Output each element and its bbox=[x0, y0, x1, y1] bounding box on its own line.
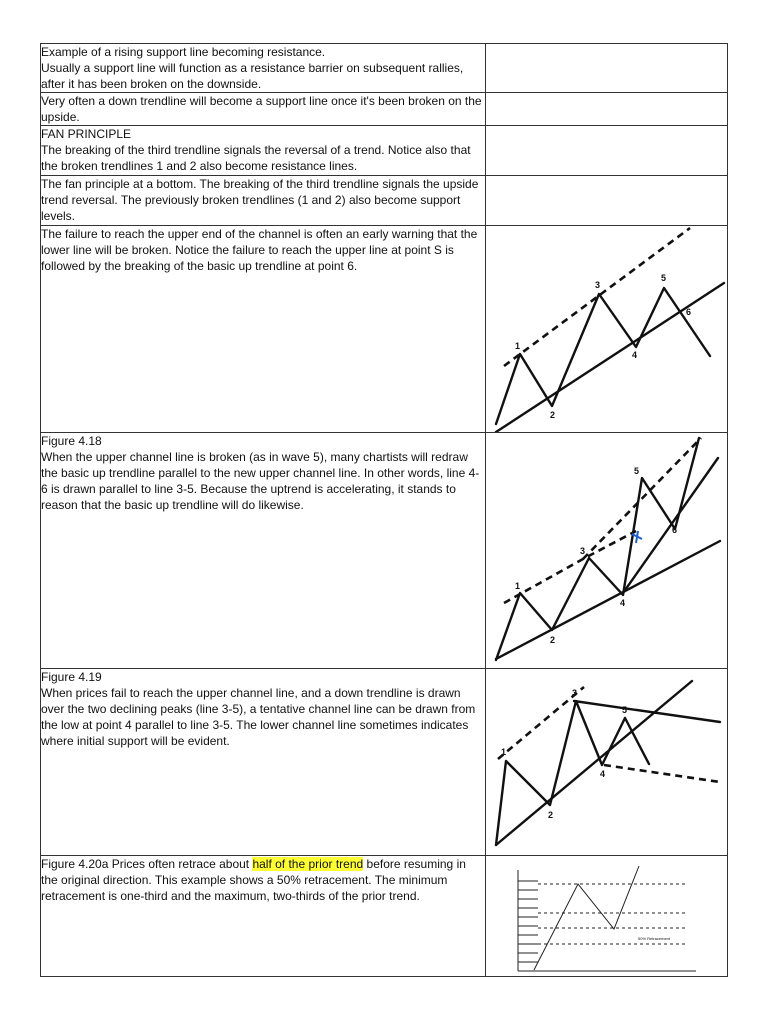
point-label-5: 5 bbox=[622, 705, 628, 715]
paragraph: The fan principle at a bottom. The breaking of the third trendline signals the upside trend reversal. The previously broken trendlines (1 and 2) also become support levels. bbox=[41, 177, 479, 223]
text-cell bbox=[41, 93, 486, 126]
point-label-4: 4 bbox=[632, 350, 638, 360]
text-cell bbox=[41, 226, 486, 433]
point-label-6: 6 bbox=[672, 525, 678, 535]
basic-up-trendline bbox=[496, 283, 724, 432]
marker-cross-icon bbox=[636, 531, 638, 543]
text-cell bbox=[41, 176, 486, 226]
channel-failure-diagram bbox=[486, 226, 727, 432]
figure-cell bbox=[486, 433, 728, 669]
paragraph: When the upper channel line is broken (as in wave 5), many chartists will redraw the basic up trendline parallel to the new upper channel line. In other words, line 4-6 is drawn parallel to line 3-5. Because the uptrend is accelerating, it stands to reason that the basic up trendline will do likewise. bbox=[41, 450, 480, 512]
point-label-3: 3 bbox=[580, 546, 586, 556]
table-row bbox=[41, 44, 728, 93]
table-row bbox=[41, 176, 728, 226]
point-label-5: 5 bbox=[634, 466, 640, 476]
figure-cell bbox=[486, 669, 728, 856]
point-label-3: 3 bbox=[595, 280, 601, 290]
paragraph: The breaking of the third trendline signals the reversal of a trend. Notice also that the broken trendlines 1 and 2 also become resistance lines. bbox=[41, 143, 471, 173]
table-row bbox=[41, 669, 728, 856]
point-label-5: 5 bbox=[661, 273, 667, 283]
basic-up-trendline bbox=[496, 541, 720, 659]
redrawn-trendline bbox=[623, 458, 718, 593]
text-cell bbox=[41, 44, 486, 93]
price-zigzag bbox=[496, 701, 649, 845]
text-cell bbox=[41, 856, 486, 977]
text-cell bbox=[41, 126, 486, 176]
point-label-6: 6 bbox=[686, 307, 692, 317]
paragraph: Example of a rising support line becoming resistance. bbox=[41, 45, 326, 59]
paragraph: When prices fail to reach the upper channel line, and a down trendline is drawn over the two declining peaks (line 3-5), a tentative channel line can be drawn from the low at point 4 parallel to line 3-5. The lower channel line sometimes indicates where initial support will be evident. bbox=[41, 686, 476, 748]
point-label-2: 2 bbox=[550, 410, 556, 420]
text-run: before resuming in the original direction. This example shows a 50% retracement. The minimum retracement is one-third and the maximum, two-thirds of the prior trend. bbox=[41, 857, 466, 903]
point-label-2: 2 bbox=[550, 635, 556, 645]
point-label-4: 4 bbox=[600, 769, 606, 779]
retracement-diagram bbox=[486, 856, 727, 976]
figure-cell bbox=[486, 126, 728, 176]
paragraph bbox=[41, 856, 485, 904]
table-row bbox=[41, 226, 728, 433]
upper-channel-line bbox=[504, 531, 636, 603]
figure-cell bbox=[486, 856, 728, 977]
figure-cell bbox=[486, 226, 728, 433]
figure-title: Figure 4.18 bbox=[41, 434, 102, 448]
table-row bbox=[41, 856, 728, 977]
basic-up-trendline bbox=[496, 681, 692, 845]
point-label-1: 1 bbox=[501, 747, 507, 757]
figure-cell bbox=[486, 176, 728, 226]
highlighted-text: half of the prior trend bbox=[252, 857, 364, 871]
document-page bbox=[40, 43, 726, 977]
point-label-4: 4 bbox=[620, 598, 626, 608]
text-run: Figure 4.20a Prices often retrace about bbox=[41, 857, 253, 871]
text-cell bbox=[41, 433, 486, 669]
price-zigzag bbox=[496, 288, 710, 424]
point-label-1: 1 bbox=[515, 341, 521, 351]
point-label-2: 2 bbox=[548, 810, 554, 820]
notes-table bbox=[40, 43, 728, 977]
paragraph: Very often a down trendline will become a support line once it's been broken on the upside. bbox=[41, 94, 482, 124]
section-heading: FAN PRINCIPLE bbox=[41, 127, 132, 141]
point-label-1: 1 bbox=[515, 581, 521, 591]
paragraph: Usually a support line will function as a resistance barrier on subsequent rallies, after it has been broken on the downside. bbox=[41, 61, 464, 91]
retracement-label: 50% Retracement bbox=[638, 936, 671, 941]
paragraph: The failure to reach the upper end of the channel is often an early warning that the lower line will be broken. Notice the failure to reach the upper line at point S is followed by the breaking of the basic up trendline at point 6. bbox=[41, 227, 478, 273]
table-row bbox=[41, 93, 728, 126]
channel-line-diagram bbox=[486, 669, 727, 855]
channel-breakout-diagram bbox=[486, 433, 727, 668]
figure-title: Figure 4.19 bbox=[41, 670, 102, 684]
text-cell bbox=[41, 669, 486, 856]
figure-cell bbox=[486, 44, 728, 93]
point-label-3: 3 bbox=[572, 688, 578, 698]
price-path bbox=[534, 866, 639, 970]
lower-channel-line bbox=[604, 765, 720, 782]
table-row bbox=[41, 126, 728, 176]
figure-cell bbox=[486, 93, 728, 126]
table-row bbox=[41, 433, 728, 669]
axis-ticks bbox=[518, 881, 538, 962]
